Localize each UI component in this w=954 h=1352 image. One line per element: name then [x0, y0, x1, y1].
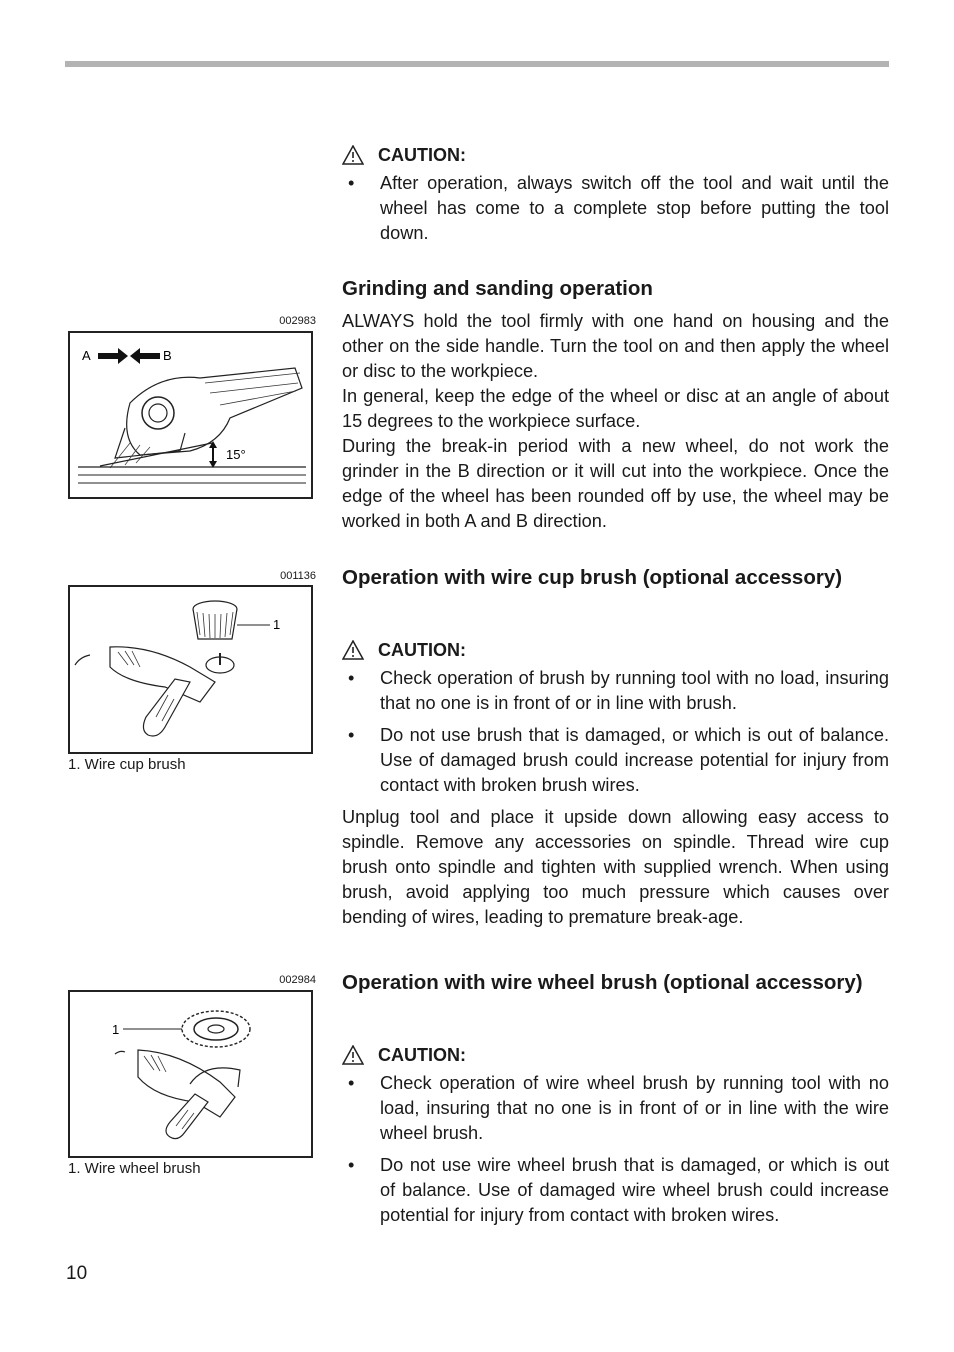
- wire-wheel-brush-illustration: [70, 992, 311, 1156]
- grinder-angle-illustration: [70, 333, 311, 497]
- figure-wire-cup-brush: [68, 585, 313, 754]
- paragraph: ALWAYS hold the tool firmly with one hand on housing and the other on the side handle. Turn the tool on and then apply the wheel or disc to the workpiece.: [342, 311, 889, 381]
- warning-icon: [342, 145, 364, 165]
- list-item: • Check operation of brush by running tool with no load, insuring that no one is in front of or in line with brush.: [348, 668, 889, 713]
- list-item: • After operation, always switch off the tool and wait until the wheel has come to a complete stop before putting the tool down.: [348, 173, 889, 243]
- paragraph: Unplug tool and place it upside down allowing easy access to spindle. Remove any accessories on spindle. Thread wire cup brush onto spindle and tighten with supplied wrench. When using brush, avoid applying too much pressure which causes over bending of wires, leading to premature break-age.: [342, 807, 889, 927]
- page-number: 10: [66, 1263, 88, 1284]
- figure-caption: 1. Wire wheel brush: [68, 1160, 201, 1177]
- warning-icon: [342, 1045, 364, 1065]
- wire-cup-brush-illustration: [70, 587, 311, 752]
- caution-label: CAUTION:: [378, 145, 466, 165]
- figure-code: 002983: [279, 315, 316, 327]
- section-heading-wire-cup: Operation with wire cup brush (optional accessory): [342, 566, 843, 589]
- figure-caption: 1. Wire cup brush: [68, 756, 186, 773]
- list-item: • Do not use wire wheel brush that is damaged, or which is out of balance. Use of damaged wire wheel brush could increase potential for injury from contact with broken wires.: [348, 1155, 889, 1225]
- callout-number: 1: [273, 617, 281, 632]
- callout-number: 1: [112, 1022, 120, 1037]
- label-a: A: [82, 348, 91, 363]
- figure-wire-wheel-brush: [68, 990, 313, 1158]
- section-heading-wire-wheel: Operation with wire wheel brush (optional accessory): [342, 971, 863, 994]
- paragraph: In general, keep the edge of the wheel or disc at an angle of about 15 degrees to the workpiece surface.: [342, 386, 889, 431]
- list-item: • Check operation of wire wheel brush by running tool with no load, insuring that no one is in front of or in line with the wire wheel brush.: [348, 1073, 889, 1143]
- label-b: B: [163, 348, 172, 363]
- figure-code: 001136: [280, 570, 316, 582]
- caution-label: CAUTION:: [378, 1045, 466, 1065]
- list-item: • Do not use brush that is damaged, or which is out of balance. Use of damaged brush could increase potential for injury from contact with broken brush wires.: [348, 725, 889, 795]
- figure-grinding-angle: [68, 331, 313, 499]
- header-rule: [65, 61, 889, 67]
- warning-icon: [342, 640, 364, 660]
- paragraph: During the break-in period with a new wheel, do not work the grinder in the B direction or it will cut into the workpiece. Once the edge of the wheel has been rounded off by use, the wheel may be worked in both A and B direction.: [342, 436, 889, 531]
- angle-label: 15°: [226, 447, 246, 462]
- section-heading-grinding: Grinding and sanding operation: [342, 277, 653, 300]
- figure-code: 002984: [279, 974, 316, 986]
- paragraph-block: [342, 309, 889, 534]
- caution-label: CAUTION:: [378, 640, 466, 660]
